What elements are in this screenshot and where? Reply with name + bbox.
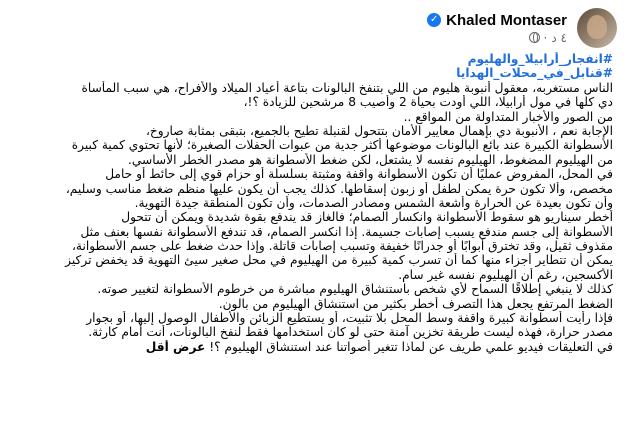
post-text-line: الأكسجين، رغم أن الهيليوم نفسه غير سام. — [398, 267, 613, 282]
post-text-line: مقذوف ثقيل، وقد تخترق أبوابًا أو جدرانًا خفيفة وتسبب إصابات قاتلة. وإذا حدث ضغط على جسم الأسطوانة، — [72, 239, 613, 254]
post-text-line: وأن تكون بعيدة عن الحرارة وأشعة الشمس ومصادر الصدمات، وأن تكون المنطقة جيدة التهوية. — [134, 195, 613, 210]
post-text-line: دي كلها في مول أرابيلا، اللي أودت بحياة 2 وأصيب 8 مرشحين للزيادة ؟!، — [243, 95, 613, 110]
post-text-line: من الهيليوم المضغوط، الهيليوم نفسه لا يشتعل، لكن ضغط الأسطوانة هو مصدر الخطر الأساسي. — [127, 152, 613, 167]
hashtag-link[interactable]: #قنابل_في_محلات_الهدايا — [456, 66, 613, 81]
post-text-line: الضغط المرتفع يجعل هذا التصرف أخطر بكثير من استنشاق الهيليوم من بالون. — [218, 296, 613, 311]
post-text-line: الأسطوانة إلى جسم مندفع يسبب إصابات جسيمة. إذا انكسر الصمام، قد تندفع الأسطوانة نفسها بعنف مثل — [80, 224, 613, 239]
post-text-line: فإذا رأيت أسطوانة كبيرة واقفة وسط المحل بلا تثبيت، أو يستطيع الزبائن والأطفال الوصول إليها، أو بجوار — [86, 311, 613, 326]
post-text-last: في التعليقات فيديو علمي طريف عن لماذا تتغير أصواتنا عند استنشاق الهيليوم ؟! — [209, 339, 613, 354]
post-text-line: الإجابة نعم ، الأنبوبة دي بإهمال معايير الأمان بتتحول لقنبلة تطيح بالجميع، بتبقى بمثابة صاروخ، — [145, 123, 613, 138]
author-name[interactable]: Khaled Montaser — [446, 11, 567, 29]
author-name-row — [427, 12, 567, 29]
verified-badge-icon: ✓ — [427, 13, 441, 27]
post-text-line: كذلك لا ينبغي إطلاقًا السماح لأي شخص باستنشاق الهيليوم مباشرة من خرطوم الأسطوانة لتغيير صوته. — [97, 282, 613, 297]
post-text-line: يمكن أن تتطاير أجزاء منها كما أن تسرب كمية كبيرة من الهيليوم في محل صغير سيئ التهوية قد يخفض تركيز — [65, 253, 613, 268]
post-header — [10, 8, 617, 48]
see-less-link[interactable]: عرض أقل — [145, 339, 206, 354]
post-meta — [529, 31, 567, 45]
post-time[interactable]: ٤ د — [551, 30, 567, 45]
post-body — [8, 52, 613, 354]
post-text-line — [8, 340, 613, 354]
post-text-line: أخطر سيناريو هو سقوط الأسطوانة وانكسار الصمام؛ فالغاز قد يندفع بقوة شديدة ويمكن أن تتحول — [121, 210, 613, 225]
post-text-line: الأسطوانة الكبيرة عند بائع البالونات موضوعها أكثر جدية من عبوات الحفلات الصغيرة؛ لأنها تحتوي كمية كبيرة — [71, 138, 613, 153]
hashtag-link[interactable]: #انفجار_أرابيلا_والهليوم — [467, 52, 613, 66]
post-text-line: مخصص، وألا تكون حرة يمكن لطفل أو زبون إسقاطها. كذلك يجب أن يكون عليها منظم ضغط مناسب وسليم، — [65, 181, 613, 196]
globe-icon[interactable] — [529, 32, 540, 43]
post-text-line: مصدر حرارة، فهذه ليست طريقة تخزين آمنة حتى لو كان استخدامها فقط لنفخ البالونات، أنت أمام كارثة. — [88, 325, 613, 340]
author-info — [427, 12, 567, 45]
post-text-line: في المحل، المفروض عمليًا أن تكون الأسطوانة واقفة ومثبتة بسلسلة أو حزام قوي إلى حائط أو حامل — [105, 167, 613, 182]
post-text-line: من الصور والأخبار المتداولة من المواقع .. — [403, 109, 613, 124]
post-text-line: الناس مستغربه، معقول أنبوبة هليوم من اللي بتنفخ البالونات بتاعة أعياد الميلاد والأفراح، هي سبب المأساة — [81, 80, 613, 95]
author-avatar[interactable] — [577, 8, 617, 48]
meta-separator: · — [543, 30, 548, 45]
